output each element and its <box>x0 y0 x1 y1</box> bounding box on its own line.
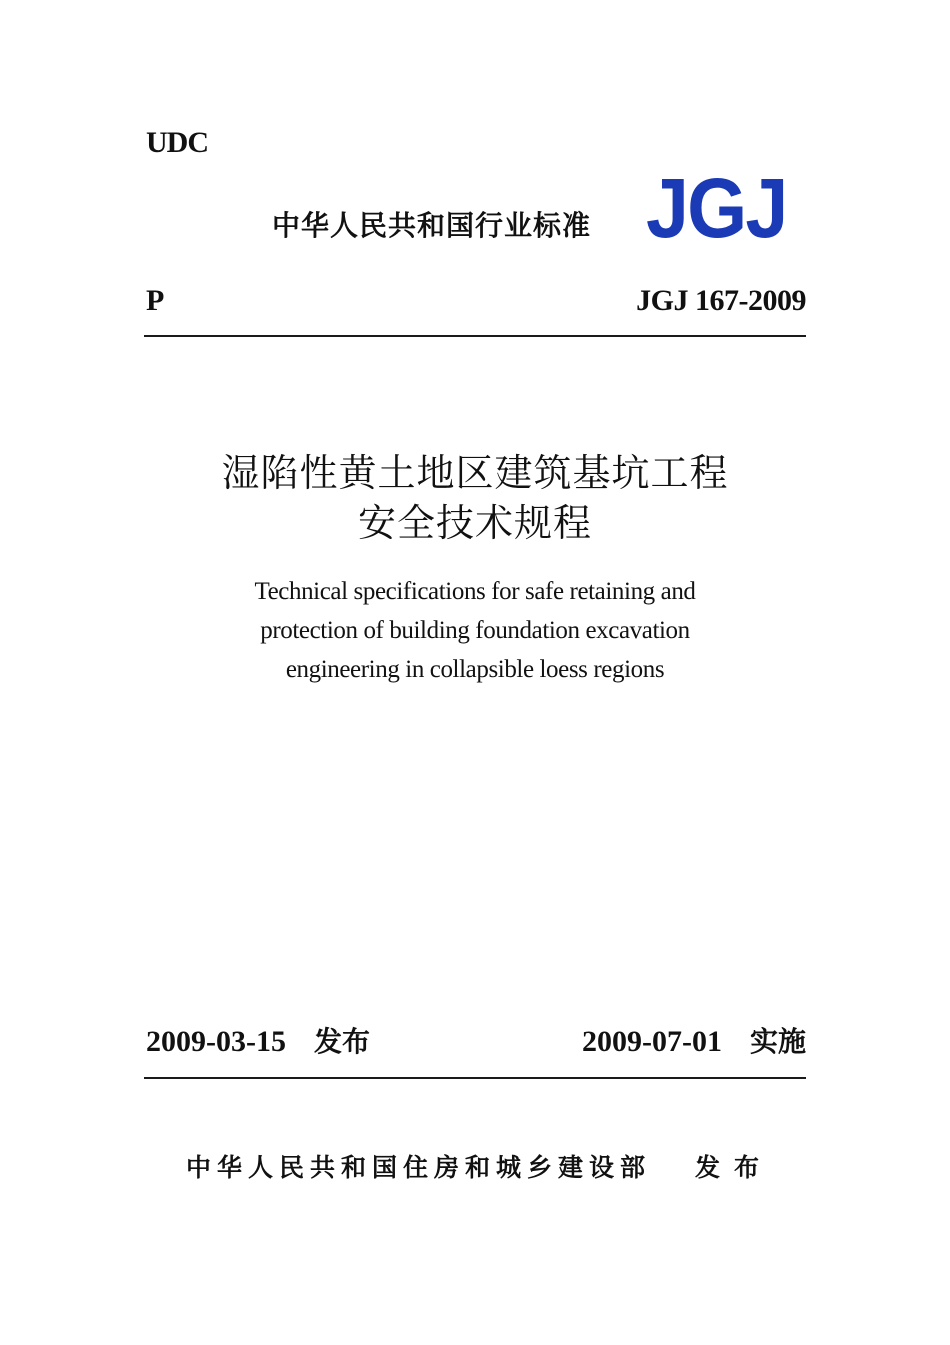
issue-label: 发布 <box>313 1025 370 1058</box>
issuer-line <box>186 1148 773 1184</box>
chinese-title <box>0 448 950 548</box>
english-title-line-1: Technical specifications for safe retaining and <box>254 578 696 605</box>
chinese-title-line-1: 湿陷性黄土地区建筑基坑工程 <box>221 451 729 495</box>
bottom-divider <box>144 1077 806 1079</box>
standard-number: JGJ 167-2009 <box>636 284 806 317</box>
effective-date-line <box>582 1020 806 1060</box>
publish-label: 发布 <box>695 1153 774 1182</box>
english-title-line-2: protection of building foundation excavation <box>260 617 690 644</box>
classification-code: P <box>146 284 165 317</box>
issuer-name: 中华人民共和国住房和城乡建设部 <box>186 1153 652 1182</box>
jgj-logo: JGJ <box>646 161 787 255</box>
chinese-title-line-2: 安全技术规程 <box>357 501 592 545</box>
issue-date-line <box>146 1020 370 1060</box>
effective-date: 2009-07-01 <box>582 1025 722 1058</box>
effective-label: 实施 <box>749 1025 806 1058</box>
top-divider <box>144 335 806 337</box>
issue-date: 2009-03-15 <box>146 1025 286 1058</box>
industry-standard-label: 中华人民共和国行业标准 <box>272 209 592 242</box>
english-title <box>0 572 950 689</box>
english-title-line-3: engineering in collapsible loess regions <box>285 656 665 683</box>
udc-label: UDC <box>146 126 208 159</box>
